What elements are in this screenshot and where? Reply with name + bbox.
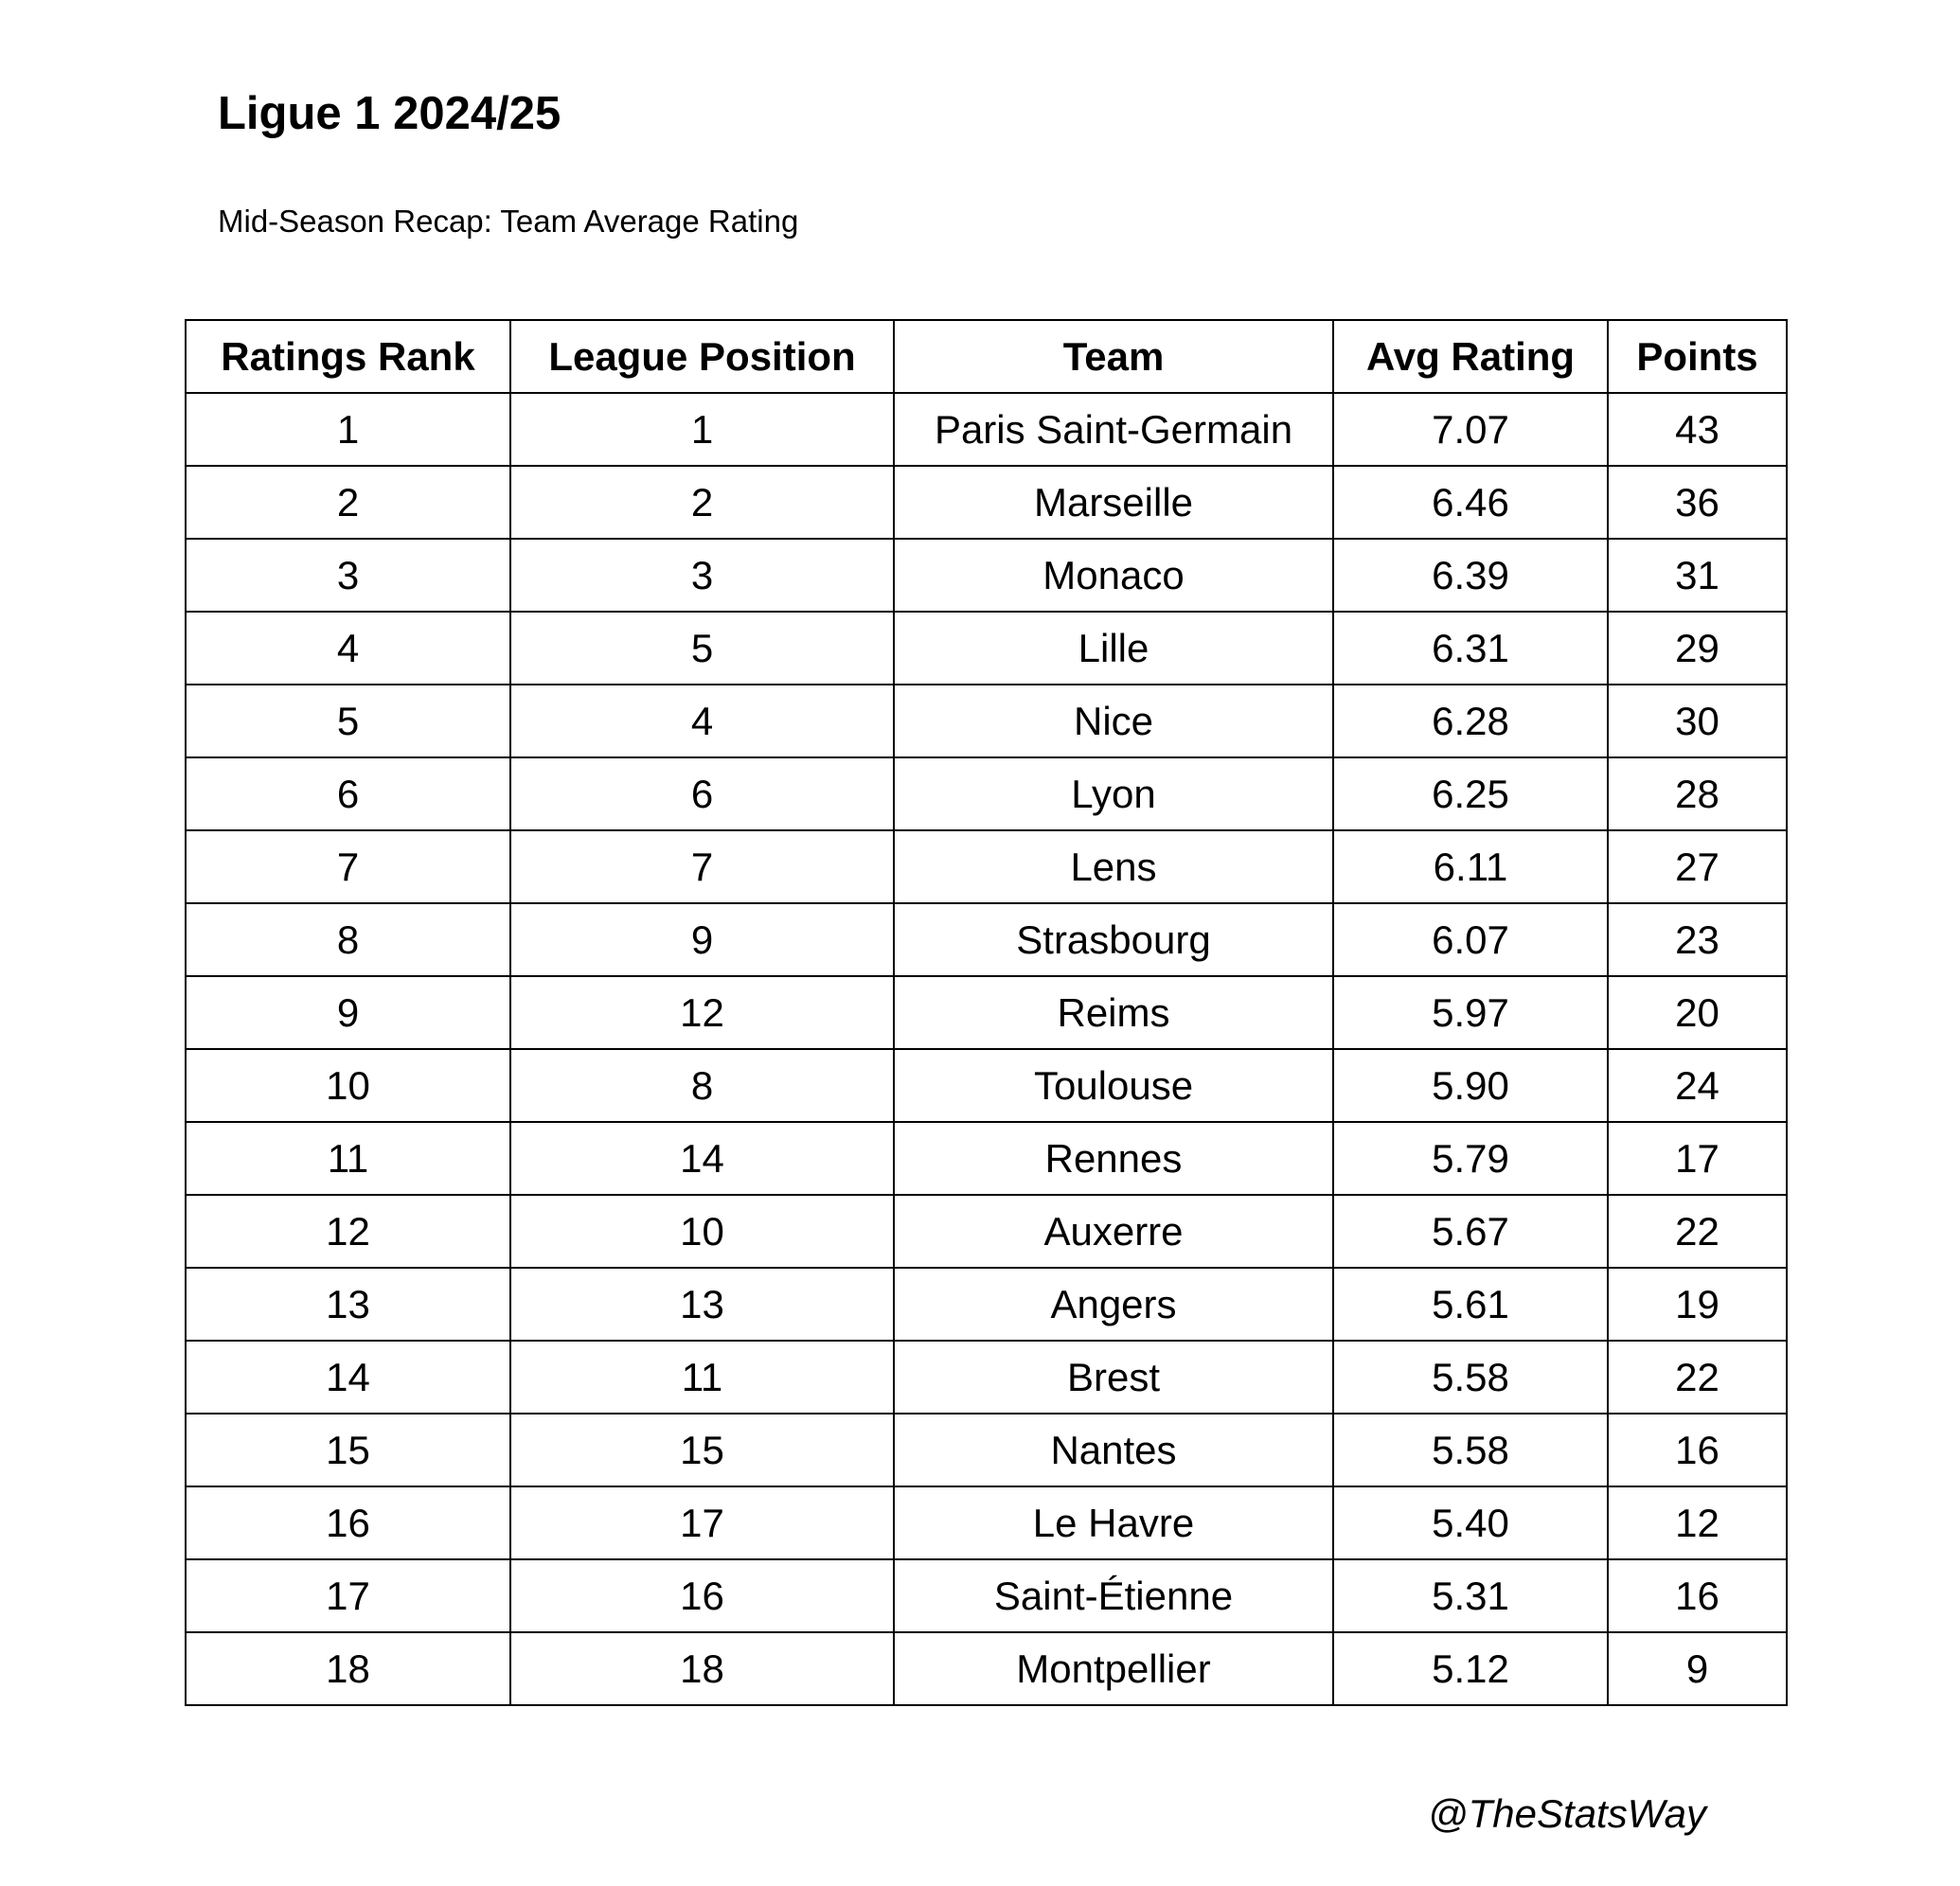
avg-rating-cell: 5.31 bbox=[1333, 1559, 1608, 1632]
points-cell: 28 bbox=[1608, 757, 1787, 830]
points-cell: 31 bbox=[1608, 539, 1787, 612]
league-position-cell: 3 bbox=[510, 539, 894, 612]
table-row bbox=[186, 1268, 1787, 1341]
table-row bbox=[186, 612, 1787, 685]
ratings-rank-cell: 13 bbox=[186, 1268, 510, 1341]
avg-rating-cell: 5.12 bbox=[1333, 1632, 1608, 1705]
league-position-cell: 9 bbox=[510, 903, 894, 976]
ratings-rank-cell: 9 bbox=[186, 976, 510, 1049]
avg-rating-cell: 7.07 bbox=[1333, 393, 1608, 466]
page-title: Ligue 1 2024/25 bbox=[218, 88, 561, 139]
ratings-rank-cell: 3 bbox=[186, 539, 510, 612]
ratings-table-container bbox=[185, 319, 1788, 1706]
league-position-cell: 2 bbox=[510, 466, 894, 539]
table-row bbox=[186, 393, 1787, 466]
table-row bbox=[186, 1122, 1787, 1195]
avg-rating-cell: 6.39 bbox=[1333, 539, 1608, 612]
ratings-rank-cell: 6 bbox=[186, 757, 510, 830]
author-handle: @TheStatsWay bbox=[1428, 1791, 1706, 1836]
league-position-cell: 11 bbox=[510, 1341, 894, 1414]
column-header-league-position: League Position bbox=[510, 320, 894, 393]
points-cell: 30 bbox=[1608, 685, 1787, 757]
league-position-cell: 6 bbox=[510, 757, 894, 830]
league-position-cell: 7 bbox=[510, 830, 894, 903]
points-cell: 16 bbox=[1608, 1559, 1787, 1632]
table-row bbox=[186, 976, 1787, 1049]
points-cell: 23 bbox=[1608, 903, 1787, 976]
ratings-rank-cell: 4 bbox=[186, 612, 510, 685]
team-name-cell: Reims bbox=[894, 976, 1333, 1049]
team-name-cell: Marseille bbox=[894, 466, 1333, 539]
avg-rating-cell: 5.90 bbox=[1333, 1049, 1608, 1122]
table-row bbox=[186, 830, 1787, 903]
avg-rating-cell: 5.61 bbox=[1333, 1268, 1608, 1341]
avg-rating-cell: 6.31 bbox=[1333, 612, 1608, 685]
column-header-team: Team bbox=[894, 320, 1333, 393]
league-position-cell: 18 bbox=[510, 1632, 894, 1705]
team-name-cell: Toulouse bbox=[894, 1049, 1333, 1122]
team-name-cell: Lille bbox=[894, 612, 1333, 685]
points-cell: 29 bbox=[1608, 612, 1787, 685]
table-header-row bbox=[186, 320, 1787, 393]
league-position-cell: 10 bbox=[510, 1195, 894, 1268]
points-cell: 22 bbox=[1608, 1341, 1787, 1414]
ratings-rank-cell: 12 bbox=[186, 1195, 510, 1268]
league-position-cell: 5 bbox=[510, 612, 894, 685]
points-cell: 20 bbox=[1608, 976, 1787, 1049]
points-cell: 16 bbox=[1608, 1414, 1787, 1486]
ratings-rank-cell: 17 bbox=[186, 1559, 510, 1632]
league-position-cell: 16 bbox=[510, 1559, 894, 1632]
column-header-points: Points bbox=[1608, 320, 1787, 393]
team-name-cell: Nantes bbox=[894, 1414, 1333, 1486]
ratings-table bbox=[185, 319, 1788, 1706]
ratings-rank-cell: 18 bbox=[186, 1632, 510, 1705]
points-cell: 19 bbox=[1608, 1268, 1787, 1341]
avg-rating-cell: 5.58 bbox=[1333, 1341, 1608, 1414]
ratings-rank-cell: 10 bbox=[186, 1049, 510, 1122]
table-row bbox=[186, 1632, 1787, 1705]
table-body bbox=[186, 393, 1787, 1705]
table-row bbox=[186, 685, 1787, 757]
table-row bbox=[186, 1049, 1787, 1122]
avg-rating-cell: 5.67 bbox=[1333, 1195, 1608, 1268]
ratings-rank-cell: 8 bbox=[186, 903, 510, 976]
table-row bbox=[186, 1341, 1787, 1414]
team-name-cell: Lens bbox=[894, 830, 1333, 903]
page-subtitle: Mid-Season Recap: Team Average Rating bbox=[218, 204, 799, 239]
team-name-cell: Auxerre bbox=[894, 1195, 1333, 1268]
team-name-cell: Brest bbox=[894, 1341, 1333, 1414]
team-name-cell: Montpellier bbox=[894, 1632, 1333, 1705]
points-cell: 22 bbox=[1608, 1195, 1787, 1268]
table-row bbox=[186, 757, 1787, 830]
points-cell: 9 bbox=[1608, 1632, 1787, 1705]
league-position-cell: 12 bbox=[510, 976, 894, 1049]
team-name-cell: Strasbourg bbox=[894, 903, 1333, 976]
table-row bbox=[186, 1195, 1787, 1268]
team-name-cell: Saint-Étienne bbox=[894, 1559, 1333, 1632]
table-row bbox=[186, 466, 1787, 539]
column-header-ratings-rank: Ratings Rank bbox=[186, 320, 510, 393]
avg-rating-cell: 6.28 bbox=[1333, 685, 1608, 757]
avg-rating-cell: 5.97 bbox=[1333, 976, 1608, 1049]
league-position-cell: 1 bbox=[510, 393, 894, 466]
team-name-cell: Monaco bbox=[894, 539, 1333, 612]
points-cell: 36 bbox=[1608, 466, 1787, 539]
team-name-cell: Lyon bbox=[894, 757, 1333, 830]
ratings-rank-cell: 14 bbox=[186, 1341, 510, 1414]
avg-rating-cell: 5.40 bbox=[1333, 1486, 1608, 1559]
ratings-rank-cell: 11 bbox=[186, 1122, 510, 1195]
ratings-rank-cell: 1 bbox=[186, 393, 510, 466]
table-row bbox=[186, 1486, 1787, 1559]
ratings-rank-cell: 5 bbox=[186, 685, 510, 757]
team-name-cell: Angers bbox=[894, 1268, 1333, 1341]
table-row bbox=[186, 539, 1787, 612]
table-row bbox=[186, 1414, 1787, 1486]
ratings-rank-cell: 2 bbox=[186, 466, 510, 539]
team-name-cell: Le Havre bbox=[894, 1486, 1333, 1559]
league-position-cell: 14 bbox=[510, 1122, 894, 1195]
league-position-cell: 8 bbox=[510, 1049, 894, 1122]
table-row bbox=[186, 903, 1787, 976]
points-cell: 12 bbox=[1608, 1486, 1787, 1559]
avg-rating-cell: 6.25 bbox=[1333, 757, 1608, 830]
points-cell: 24 bbox=[1608, 1049, 1787, 1122]
league-position-cell: 4 bbox=[510, 685, 894, 757]
column-header-avg-rating: Avg Rating bbox=[1333, 320, 1608, 393]
avg-rating-cell: 5.79 bbox=[1333, 1122, 1608, 1195]
avg-rating-cell: 6.11 bbox=[1333, 830, 1608, 903]
avg-rating-cell: 6.07 bbox=[1333, 903, 1608, 976]
table-row bbox=[186, 1559, 1787, 1632]
ratings-rank-cell: 7 bbox=[186, 830, 510, 903]
league-position-cell: 17 bbox=[510, 1486, 894, 1559]
points-cell: 43 bbox=[1608, 393, 1787, 466]
avg-rating-cell: 5.58 bbox=[1333, 1414, 1608, 1486]
avg-rating-cell: 6.46 bbox=[1333, 466, 1608, 539]
ratings-rank-cell: 15 bbox=[186, 1414, 510, 1486]
team-name-cell: Paris Saint-Germain bbox=[894, 393, 1333, 466]
league-position-cell: 13 bbox=[510, 1268, 894, 1341]
league-position-cell: 15 bbox=[510, 1414, 894, 1486]
points-cell: 17 bbox=[1608, 1122, 1787, 1195]
ratings-rank-cell: 16 bbox=[186, 1486, 510, 1559]
points-cell: 27 bbox=[1608, 830, 1787, 903]
team-name-cell: Rennes bbox=[894, 1122, 1333, 1195]
team-name-cell: Nice bbox=[894, 685, 1333, 757]
